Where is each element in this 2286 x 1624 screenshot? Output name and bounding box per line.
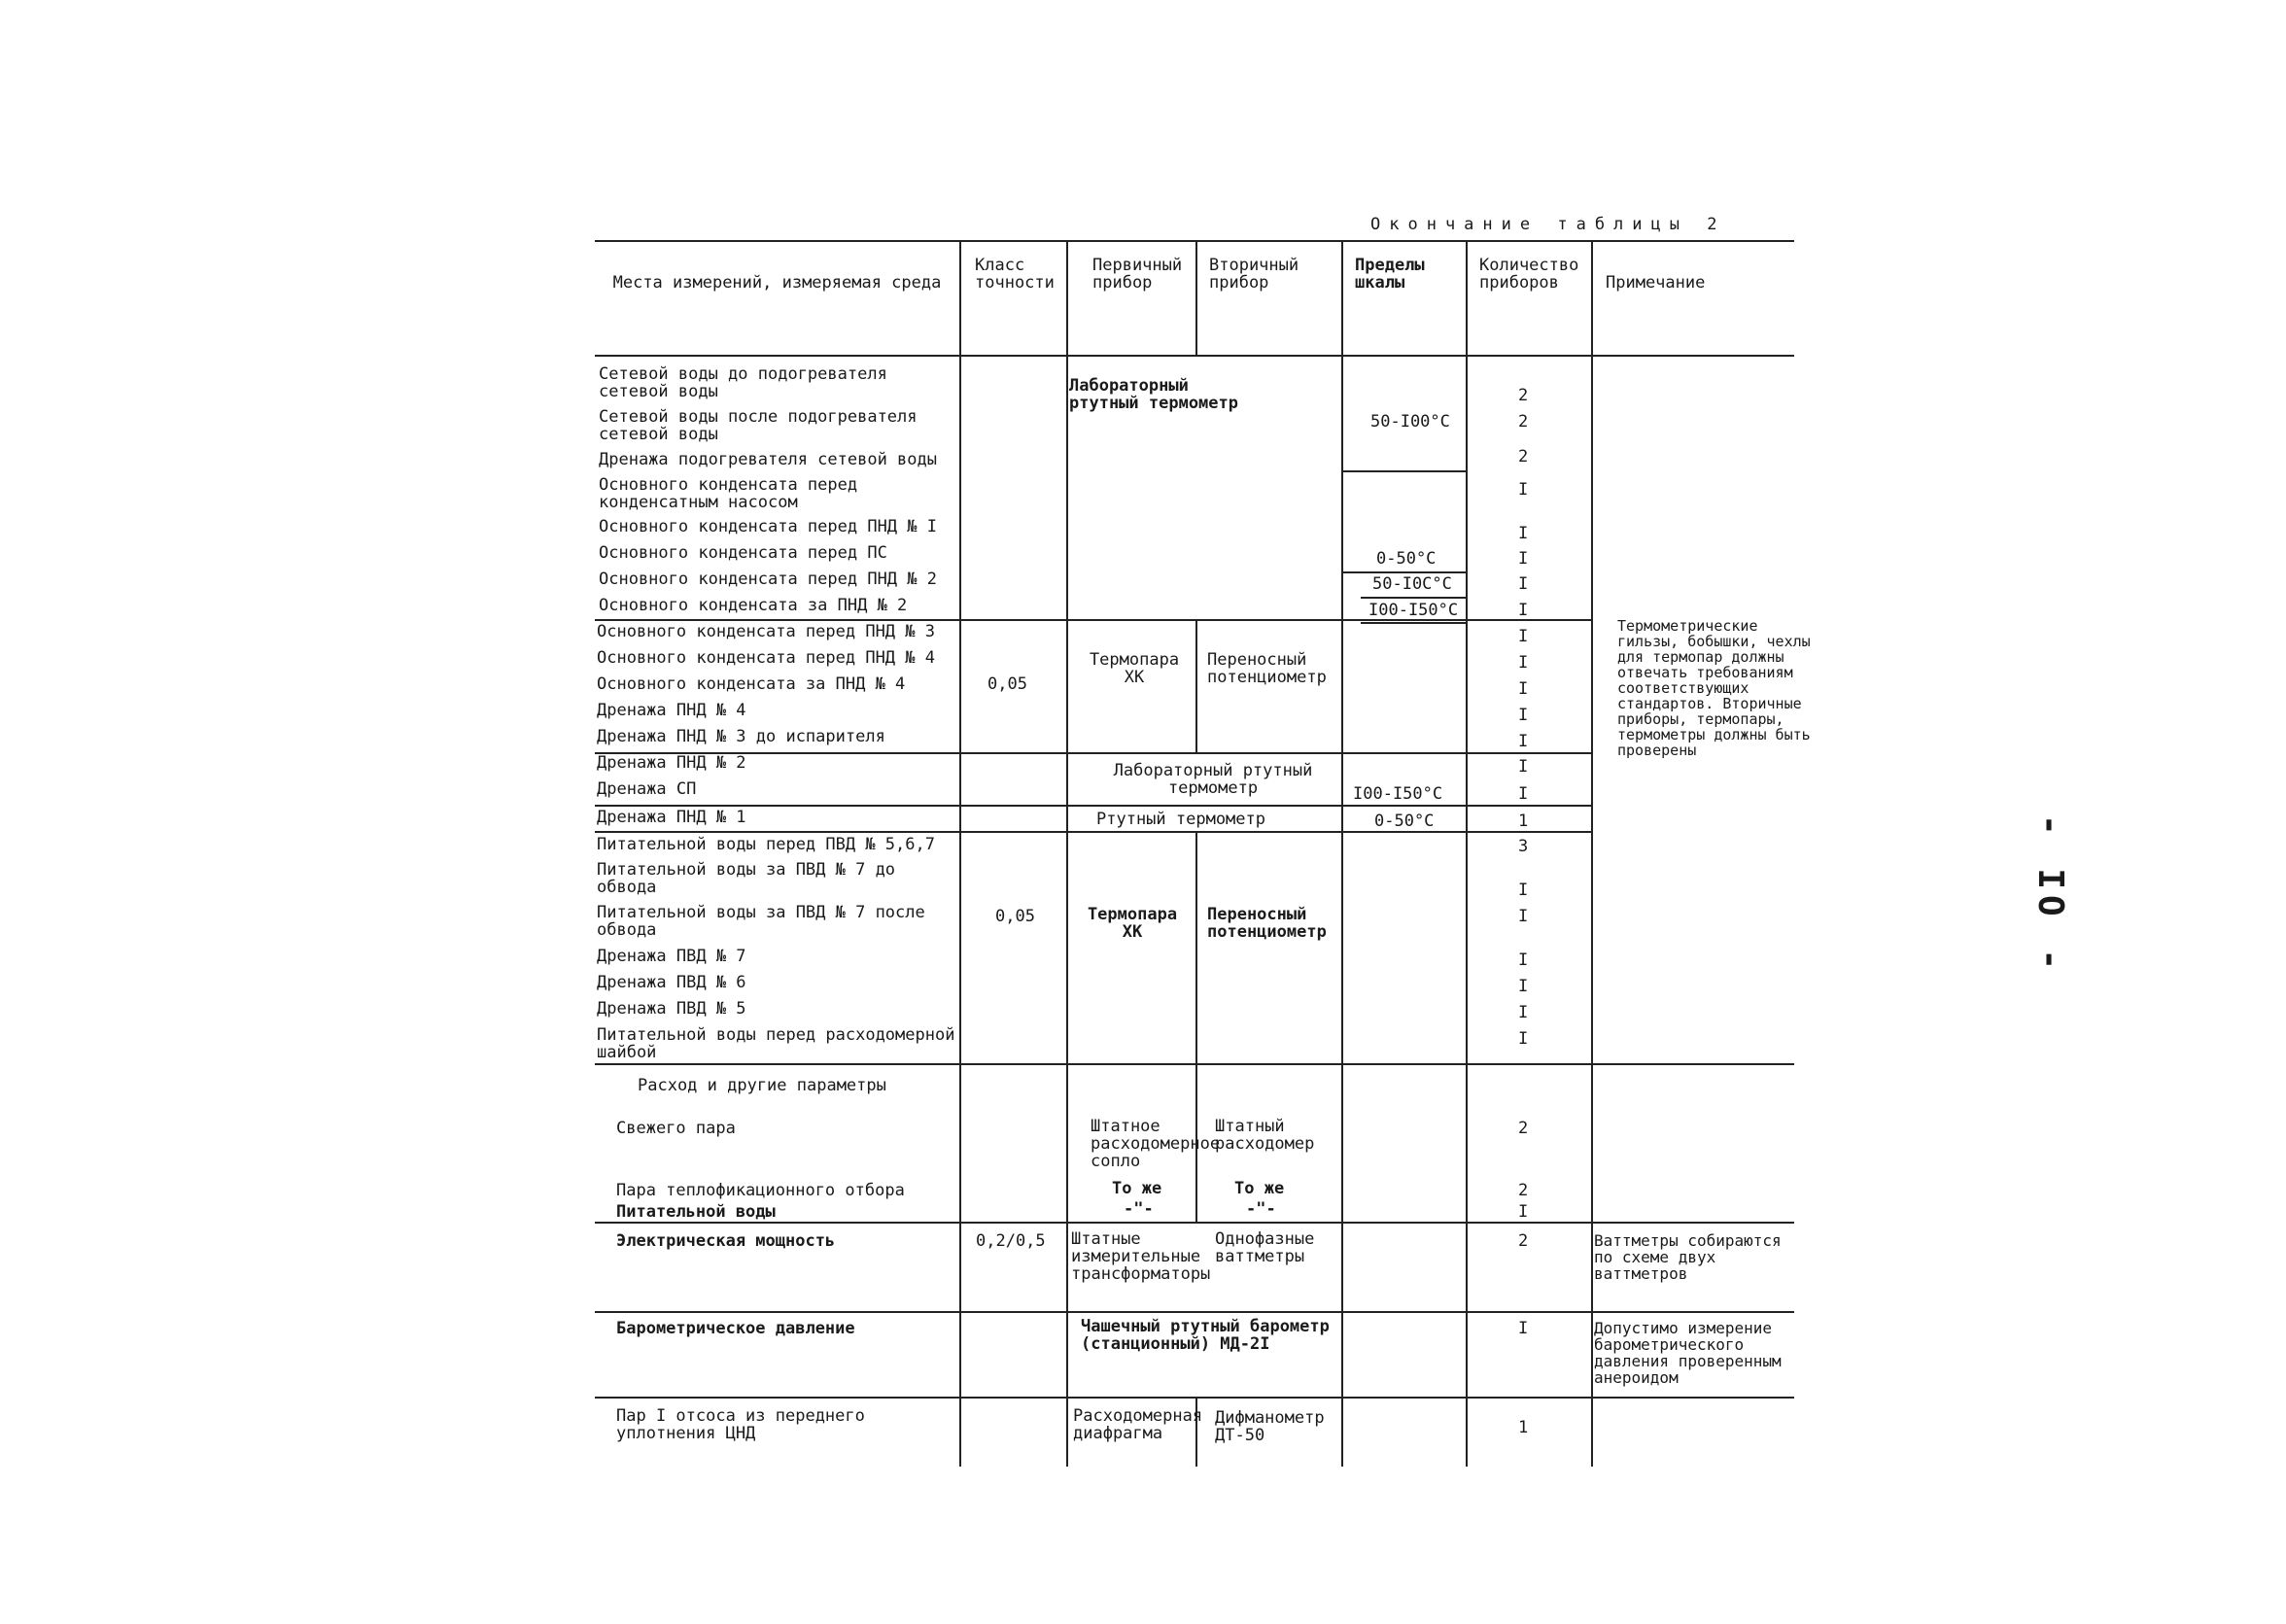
row-place: Основного конденсата перед ПНД № I (599, 517, 937, 536)
primary-same: То же (1112, 1179, 1162, 1198)
section-sep-2 (595, 1222, 1794, 1224)
secondary-potentiometer-1: Переносный потенциометр (1207, 650, 1327, 687)
scale-value: 0-50°C (1374, 812, 1435, 831)
row-count: I (1518, 706, 1529, 725)
row-place: Дренажа СП (597, 779, 697, 799)
primary-transformers: Штатные измерительные трансформаторы (1071, 1229, 1211, 1284)
scale-value: I00-I50°C (1353, 784, 1443, 804)
primary-diaphragm: Расходомерная диафрагма (1073, 1406, 1203, 1443)
row-count: I (1518, 907, 1529, 926)
note-barometer: Допустимо измерение барометрического давления проверенным анероидом (1594, 1319, 1782, 1387)
row-count: 1 (1518, 1418, 1529, 1437)
header-bottom-rule (595, 355, 1794, 357)
col-line-secondary-1 (1195, 619, 1197, 752)
col-line-secondary-2 (1195, 831, 1197, 1063)
col-line-secondary-header (1195, 240, 1197, 355)
scale-value: 50-I0C°C (1372, 574, 1452, 594)
primary-ditto: -"- (1124, 1199, 1154, 1219)
secondary-same: То же (1234, 1179, 1285, 1198)
row-count: 2 (1518, 386, 1529, 405)
row-count: I (1518, 732, 1529, 751)
page-number: - IO - (2030, 814, 2070, 977)
row-place: Дренажа ПНД № 1 (597, 808, 746, 827)
row-place: Питательной воды за ПВД № 7 после обвода (597, 903, 925, 940)
row-count: I (1518, 679, 1529, 699)
row-count: I (1518, 950, 1529, 970)
row-place: Основного конденсата перед ПС (599, 543, 887, 563)
section-sep-4 (595, 1397, 1794, 1399)
row-count: I (1518, 784, 1529, 804)
row-place: Дренажа ПНД № 3 до испарителя (597, 727, 885, 746)
col-line-count (1466, 240, 1468, 1467)
header-primary: Первичный прибор (1092, 256, 1183, 293)
primary-barometer: Чашечный ртутный барометр (станционный) МД-2I (1081, 1317, 1330, 1354)
accuracy-value: 0,2/0,5 (976, 1231, 1046, 1251)
row-count: 3 (1518, 837, 1529, 856)
primary-thermocouple-2: Термопара ХК (1087, 905, 1178, 942)
row-place: Сетевой воды после подогревателя сетевой воды (599, 407, 918, 444)
row-count: I (1518, 757, 1529, 777)
row-place: Питательной воды за ПВД № 7 до обвода (597, 860, 896, 897)
secondary-potentiometer-2: Переносный потенциометр (1207, 905, 1327, 942)
row-place: Дренажа ПВД № 6 (597, 973, 746, 992)
row-count: 2 (1518, 447, 1529, 466)
secondary-wattmeters: Однофазные ваттметры (1215, 1229, 1315, 1266)
table-top-rule (595, 240, 1794, 242)
primary-lab-thermometer: Лабораторный ртутный термометр (1069, 376, 1238, 413)
header-note: Примечание (1606, 273, 1706, 293)
primary-thermocouple-1: Термопара ХК (1089, 650, 1180, 687)
row-count: 2 (1518, 1181, 1529, 1200)
secondary-ditto: -"- (1246, 1199, 1276, 1219)
row-place: Дренажа ПВД № 5 (597, 999, 746, 1019)
header-secondary: Вторичный прибор (1209, 256, 1299, 293)
scale-sep-1 (1341, 470, 1466, 472)
row-count: I (1518, 601, 1529, 620)
col-line-scale (1341, 240, 1343, 1467)
scale-value: 50-I00°C (1370, 412, 1450, 432)
row-place: Свежего пара (616, 1119, 736, 1138)
row-place: Дренажа подогревателя сетевой воды (599, 450, 937, 469)
row-place: Основного конденсата перед конденсатным насосом (599, 475, 858, 512)
row-count: I (1518, 977, 1529, 996)
row-place: Дренажа ПНД № 4 (597, 701, 746, 720)
primary-mercury-thermometer: Ртутный термометр (1096, 810, 1265, 829)
accuracy-value: 0,05 (987, 674, 1027, 694)
row-place: Питательной воды перед ПВД № 5,6,7 (597, 835, 935, 854)
section2-title: Расход и другие параметры (638, 1076, 886, 1095)
row-place: Основного конденсата за ПНД № 2 (599, 596, 908, 615)
scale-sep-4 (1361, 622, 1466, 624)
header-count: Количество приборов (1479, 256, 1579, 293)
note-thermo: Термометрические гильзы, бобышки, чехлы для термопар должны отвечать требованиям соответствующих стандартов. Вторичные приборы, термопары, термометры должны быть проверены (1617, 617, 1811, 759)
scale-value: I00-I50°C (1368, 601, 1459, 620)
row-count: 1 (1518, 812, 1529, 831)
group-sep-4 (595, 831, 1591, 833)
header-scale: Пределы шкалы (1355, 256, 1425, 293)
primary-lab-thermometer-2: Лабораторный ртутный термометр (1113, 761, 1313, 798)
row-place: Дренажа ПВД № 7 (597, 947, 746, 966)
header-accuracy: Класс точности (975, 256, 1055, 293)
secondary-std-flowmeter: Штатный расходомер (1215, 1117, 1315, 1154)
table-caption: Окончание таблицы 2 (1370, 215, 1726, 234)
row-count: I (1518, 480, 1529, 500)
row-place: Дренажа ПНД № 2 (597, 753, 746, 773)
col-line-accuracy (959, 240, 961, 1467)
section-sep-3 (595, 1311, 1794, 1313)
scale-sep-3 (1361, 597, 1466, 599)
row-place: Барометрическое давление (616, 1319, 855, 1338)
row-place: Сетевой воды до подогревателя сетевой воды (599, 364, 887, 401)
scale-value: 0-50°C (1376, 549, 1437, 569)
section-sep-1 (595, 1063, 1794, 1065)
row-count: I (1518, 881, 1529, 900)
row-count: I (1518, 524, 1529, 543)
row-place: Основного конденсата перед ПНД № 2 (599, 570, 937, 589)
row-count: I (1518, 549, 1529, 569)
primary-std-nozzle: Штатное расходомерное сопло (1091, 1117, 1221, 1171)
row-place: Основного конденсата за ПНД № 4 (597, 674, 906, 694)
group-sep-3 (595, 805, 1591, 807)
row-count: 2 (1518, 1231, 1529, 1251)
row-count: I (1518, 1003, 1529, 1022)
row-place: Основного конденсата перед ПНД № 3 (597, 622, 935, 641)
row-place: Пар I отсоса из переднего уплотнения ЦНД (616, 1406, 865, 1443)
col-line-primary (1066, 240, 1068, 1467)
note-wattmeters: Ваттметры собираются по схеме двух ваттметров (1594, 1231, 1782, 1283)
col-line-note (1591, 240, 1593, 1467)
row-count: I (1518, 1202, 1529, 1222)
row-place: Основного конденсата перед ПНД № 4 (597, 648, 935, 668)
header-place: Места измерений, измеряемая среда (612, 273, 942, 293)
accuracy-value: 0,05 (995, 907, 1035, 926)
row-count: 2 (1518, 412, 1529, 432)
row-count: 2 (1518, 1119, 1529, 1138)
row-place: Электрическая мощность (616, 1231, 836, 1251)
row-count: I (1518, 1319, 1529, 1338)
secondary-diffmanometer: Дифманометр ДТ-50 (1215, 1408, 1325, 1445)
row-count: I (1518, 627, 1529, 646)
row-place: Питательной воды (616, 1202, 776, 1222)
row-count: I (1518, 1029, 1529, 1049)
row-count: I (1518, 653, 1529, 673)
scale-sep-2 (1341, 571, 1466, 573)
row-count: I (1518, 574, 1529, 594)
row-place: Пара теплофикационного отбора (616, 1181, 905, 1200)
row-place: Питательной воды перед расходомерной шайбой (597, 1025, 955, 1062)
